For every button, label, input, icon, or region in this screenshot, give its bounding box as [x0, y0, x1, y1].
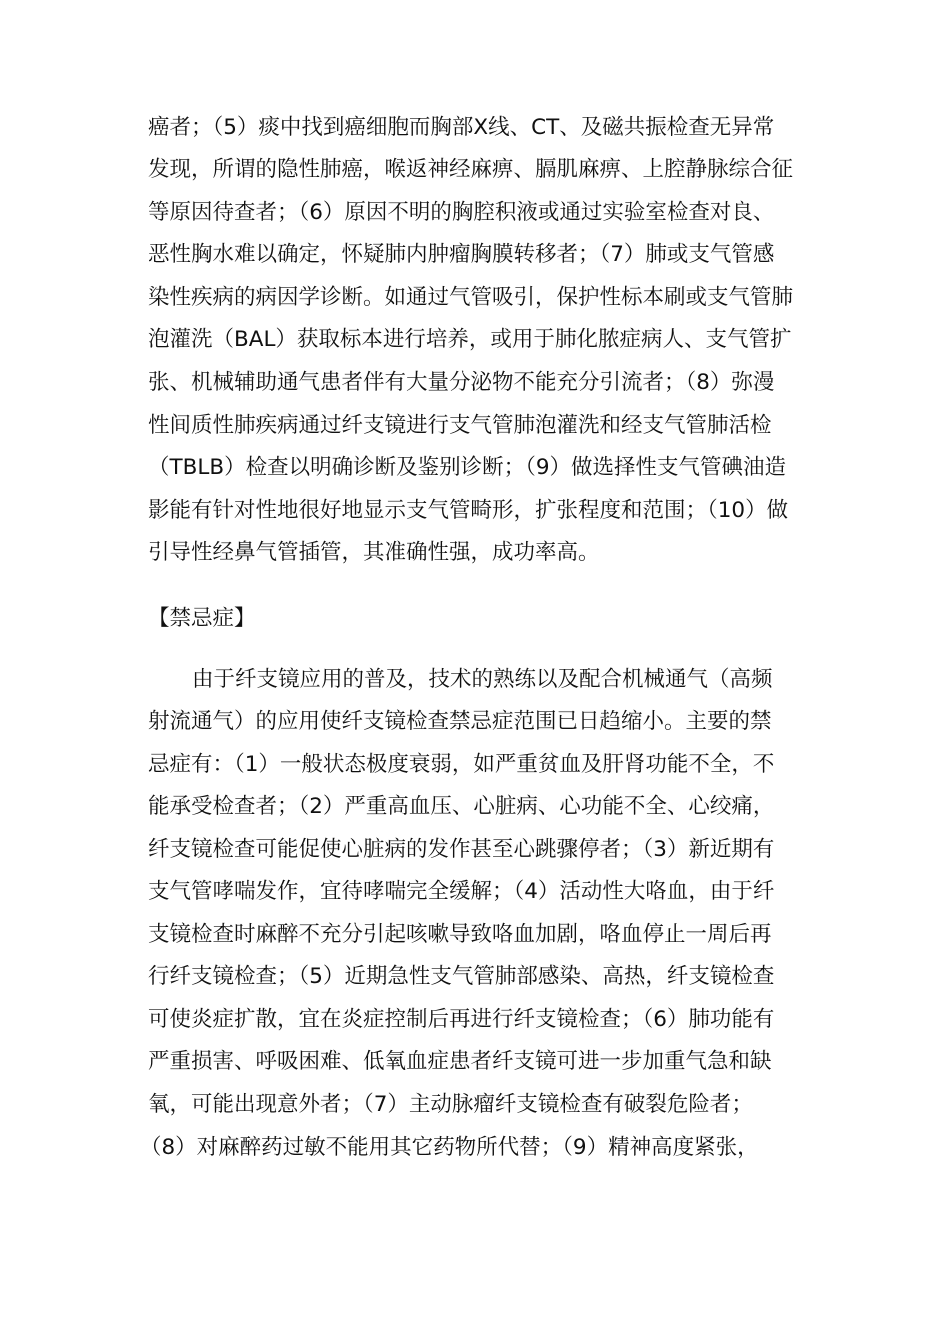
- text-line: 忌症有：（1）一般状态极度衰弱，如严重贫血及肝肾功能不全，不: [148, 752, 775, 777]
- text-line: 张、机械辅助通气患者伴有大量分泌物不能充分引流者；（8）弥漫: [148, 370, 775, 395]
- text-line: 性间质性肺疾病通过纤支镜进行支气管肺泡灌洗和经支气管肺活检: [148, 413, 772, 438]
- text-line: 严重损害、呼吸困难、低氧血症患者纤支镜可进一步加重气急和缺: [148, 1049, 772, 1074]
- text-line: 发现，所谓的隐性肺癌，喉返神经麻痹、膈肌麻痹、上腔静脉综合征: [148, 157, 794, 182]
- text-line: 由于纤支镜应用的普及，技术的熟练以及配合机械通气（高频: [192, 667, 773, 692]
- text-line: （TBLB）检查以明确诊断及鉴别诊断；（9）做选择性支气管碘油造: [148, 455, 787, 480]
- text-line: 氧，可能出现意外者；（7）主动脉瘤纤支镜检查有破裂危险者；: [148, 1092, 753, 1117]
- text-line: 行纤支镜检查；（5）近期急性支气管肺部感染、高热，纤支镜检查: [148, 964, 775, 989]
- text-line: 支镜检查时麻醉不充分引起咳嗽导致咯血加剧，咯血停止一周后再: [148, 922, 772, 947]
- text-line: 癌者；（5）痰中找到癌细胞而胸部X线、CT、及磁共振检查无异常: [148, 115, 775, 140]
- text-line: 引导性经鼻气管插管，其准确性强，成功率高。: [148, 540, 600, 565]
- text-line: 支气管哮喘发作，宜待哮喘完全缓解；（4）活动性大咯血，由于纤: [148, 879, 775, 904]
- text-line: （8）对麻醉药过敏不能用其它药物所代替；（9）精神高度紧张，: [140, 1135, 759, 1160]
- text-line: 泡灌洗（BAL）获取标本进行培养，或用于肺化脓症病人、支气管扩: [148, 327, 792, 352]
- text-line: 可使炎症扩散，宜在炎症控制后再进行纤支镜检查；（6）肺功能有: [148, 1007, 775, 1032]
- text-line: 恶性胸水难以确定，怀疑肺内肿瘤胸膜转移者；（7）肺或支气管感: [148, 242, 775, 267]
- text-line: 射流通气）的应用使纤支镜检查禁忌症范围已日趋缩小。主要的禁: [148, 709, 772, 734]
- text-line: 等原因待查者；（6）原因不明的胸腔积液或通过实验室检查对良、: [148, 200, 775, 225]
- text-line: 染性疾病的病因学诊断。如通过气管吸引，保护性标本刷或支气管肺: [148, 285, 794, 310]
- section-heading-contraindications: 【禁忌症】: [148, 606, 256, 631]
- text-line: 影能有针对性地很好地显示支气管畸形，扩张程度和范围；（10）做: [148, 498, 789, 523]
- text-line: 纤支镜检查可能促使心脏病的发作甚至心跳骤停者；（3）新近期有: [148, 837, 775, 862]
- text-line: 能承受检查者；（2）严重高血压、心脏病、心功能不全、心绞痛，: [148, 794, 775, 819]
